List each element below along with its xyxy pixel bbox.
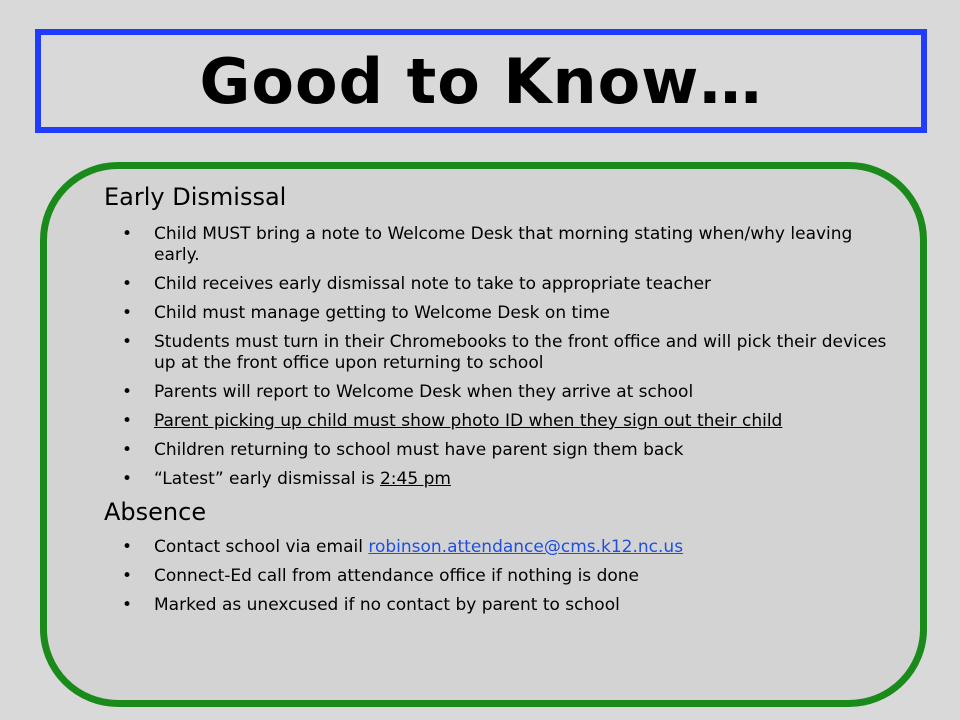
bullet-icon: • bbox=[122, 469, 133, 489]
list-item-text: Children returning to school must have parent sign them back bbox=[154, 440, 684, 460]
bullet-icon: • bbox=[122, 274, 133, 294]
bullet-icon: • bbox=[122, 537, 133, 557]
list-item-text: Marked as unexcused if no contact by parent to school bbox=[154, 595, 620, 615]
list-item-text: Parents will report to Welcome Desk when they arrive at school bbox=[154, 382, 694, 402]
attendance-email-link[interactable]: robinson.attendance@cms.k12.nc.us bbox=[368, 537, 684, 557]
page-title: Good to Know… bbox=[199, 44, 763, 118]
list-item bbox=[104, 469, 894, 490]
bullet-icon: • bbox=[122, 411, 133, 431]
list-item bbox=[104, 595, 894, 616]
contact-text: Contact school via email bbox=[154, 537, 369, 557]
list-item-text: Child MUST bring a note to Welcome Desk that morning stating when/why leaving early. bbox=[154, 224, 853, 265]
list-item bbox=[104, 224, 894, 266]
bullet-icon: • bbox=[122, 440, 133, 460]
bullet-icon: • bbox=[122, 595, 133, 615]
list-item-text: Child receives early dismissal note to take to appropriate teacher bbox=[154, 274, 712, 294]
list-item bbox=[104, 537, 894, 558]
latest-dismissal-text: “Latest” early dismissal is bbox=[154, 469, 380, 489]
list-item bbox=[104, 440, 894, 461]
list-item bbox=[104, 566, 894, 587]
photo-id-requirement: Parent picking up child must show photo ID when they sign out their child bbox=[154, 411, 783, 431]
bullet-icon: • bbox=[122, 566, 133, 586]
list-item bbox=[104, 332, 894, 374]
early-dismissal-list bbox=[104, 224, 894, 498]
bullet-icon: • bbox=[122, 224, 133, 244]
list-item bbox=[104, 303, 894, 324]
absence-heading: Absence bbox=[104, 498, 207, 526]
list-item bbox=[104, 411, 894, 432]
latest-dismissal-time: 2:45 pm bbox=[379, 469, 451, 489]
content-panel bbox=[40, 162, 927, 707]
list-item bbox=[104, 274, 894, 295]
bullet-icon: • bbox=[122, 332, 133, 352]
list-item-text: Students must turn in their Chromebooks to the front office and will pick their devices up at the front office upon returning to school bbox=[154, 332, 887, 373]
bullet-icon: • bbox=[122, 382, 133, 402]
absence-list bbox=[104, 537, 894, 624]
list-item-text: Child must manage getting to Welcome Desk on time bbox=[154, 303, 610, 323]
bullet-icon: • bbox=[122, 303, 133, 323]
list-item-text: Connect-Ed call from attendance office if nothing is done bbox=[154, 566, 639, 586]
early-dismissal-heading: Early Dismissal bbox=[104, 183, 287, 211]
list-item bbox=[104, 382, 894, 403]
title-banner bbox=[35, 29, 927, 133]
